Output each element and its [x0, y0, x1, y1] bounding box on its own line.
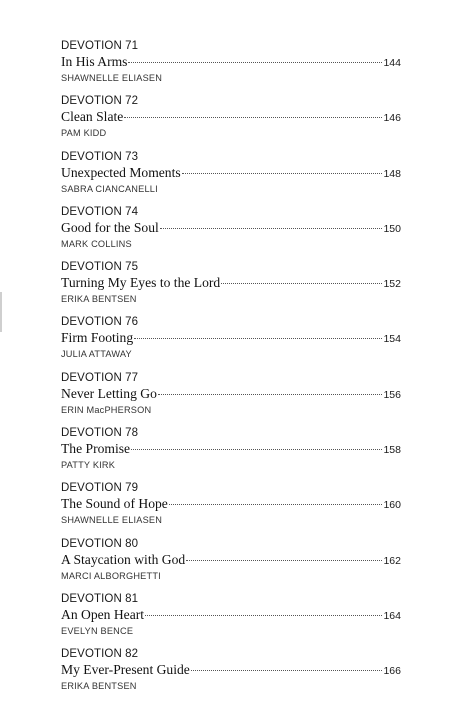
dot-leader — [134, 337, 382, 339]
title-line — [61, 385, 401, 404]
title-line — [61, 329, 401, 348]
dot-leader — [169, 503, 383, 505]
devotion-author: ERIKA BENTSEN — [61, 294, 137, 305]
devotion-label: DEVOTION 77 — [61, 371, 139, 384]
devotion-title: A Staycation with God — [61, 551, 186, 567]
title-line — [61, 108, 401, 127]
page-number: 160 — [383, 499, 401, 512]
devotion-title: An Open Heart — [61, 606, 145, 622]
toc-entry — [61, 647, 401, 702]
title-line — [61, 606, 401, 625]
devotion-label: DEVOTION 72 — [61, 95, 139, 108]
devotion-title: Unexpected Moments — [61, 164, 181, 180]
toc-entry — [61, 592, 401, 647]
devotion-label: DEVOTION 81 — [61, 592, 139, 605]
toc-entry — [61, 94, 401, 149]
toc-entry — [61, 260, 401, 315]
devotion-title: My Ever-Present Guide — [61, 662, 190, 678]
devotion-author: SHAWNELLE ELIASEN — [61, 73, 163, 83]
devotion-label: DEVOTION 76 — [61, 316, 139, 329]
page-number: 144 — [383, 57, 401, 69]
dot-leader — [160, 227, 383, 229]
devotion-author: ERIN MacPHERSON — [61, 404, 152, 415]
dot-leader — [128, 61, 382, 63]
devotion-title: Turning My Eyes to the Lord — [61, 275, 221, 291]
dot-leader — [124, 116, 382, 118]
page-number: 152 — [383, 278, 401, 291]
page-number: 146 — [383, 112, 401, 125]
dot-leader — [221, 282, 382, 284]
devotion-author: SABRA CIANCANELLI — [61, 183, 158, 194]
title-line — [61, 661, 401, 680]
title-line — [61, 164, 401, 183]
dot-leader — [186, 559, 382, 561]
devotion-title: Never Letting Go — [61, 385, 157, 401]
title-line — [61, 53, 401, 72]
devotion-author: EVELYN BENCE — [61, 625, 134, 636]
devotion-author: ERIKA BENTSEN — [61, 681, 137, 692]
title-line — [61, 274, 401, 293]
devotion-title: The Promise — [61, 441, 131, 457]
dot-leader — [158, 393, 383, 395]
table-of-contents — [61, 39, 401, 703]
dot-leader — [191, 669, 383, 671]
toc-entry — [61, 371, 401, 426]
page-number: 148 — [383, 167, 401, 180]
toc-entry — [61, 481, 401, 536]
dot-leader — [145, 614, 382, 616]
page-number: 158 — [383, 444, 401, 457]
devotion-title: Firm Footing — [61, 330, 134, 346]
devotion-label: DEVOTION 79 — [61, 482, 139, 495]
page-number: 154 — [383, 333, 401, 346]
toc-entry — [61, 426, 401, 481]
devotion-title: Clean Slate — [61, 109, 124, 125]
devotion-label: DEVOTION 80 — [61, 537, 139, 550]
devotion-label: DEVOTION 73 — [61, 150, 139, 163]
toc-entry — [61, 205, 401, 260]
devotion-label: DEVOTION 75 — [61, 261, 139, 274]
devotion-label: DEVOTION 71 — [61, 40, 139, 52]
devotion-author: MARK COLLINS — [61, 238, 132, 249]
page-number: 150 — [383, 222, 401, 235]
title-line — [61, 219, 401, 238]
toc-entry — [61, 315, 401, 370]
devotion-label: DEVOTION 78 — [61, 427, 139, 440]
page-number: 162 — [383, 554, 401, 567]
page-number: 156 — [383, 388, 401, 401]
devotion-author: SHAWNELLE ELIASEN — [61, 515, 163, 526]
page-number: 164 — [383, 609, 401, 622]
dot-leader — [182, 172, 383, 174]
toc-entry — [61, 537, 401, 592]
toc-entry — [61, 150, 401, 205]
page-number: 166 — [383, 665, 401, 678]
devotion-label: DEVOTION 82 — [61, 648, 139, 661]
devotion-label: DEVOTION 74 — [61, 205, 139, 218]
devotion-title: In His Arms — [61, 54, 128, 69]
dot-leader — [131, 448, 382, 450]
title-line — [61, 495, 401, 514]
devotion-author: PAM KIDD — [61, 128, 107, 139]
title-line — [61, 440, 401, 459]
title-line — [61, 551, 401, 570]
devotion-author: JULIA ATTAWAY — [61, 349, 132, 360]
toc-entry — [61, 39, 401, 94]
page-edge-mark — [0, 292, 2, 332]
devotion-author: PATTY KIRK — [61, 460, 116, 471]
devotion-author: MARCI ALBORGHETTI — [61, 570, 161, 581]
devotion-title: The Sound of Hope — [61, 496, 168, 512]
devotion-title: Good for the Soul — [61, 219, 159, 235]
